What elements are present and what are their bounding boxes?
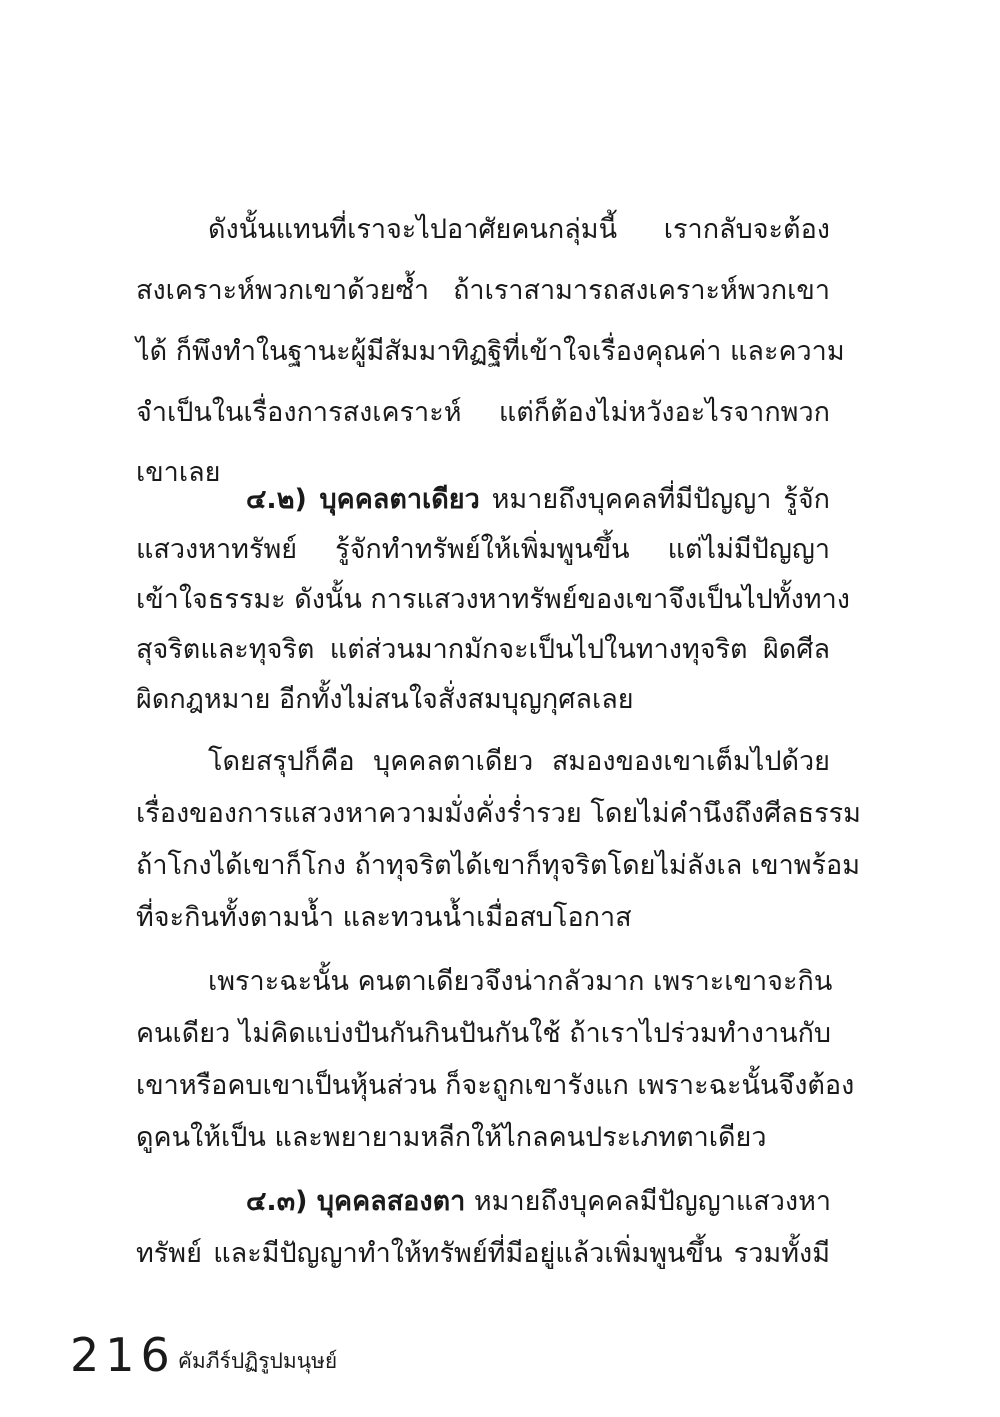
p4-line-4: ดูคนให้เป็น และพยายามหลีกให้ไกลคนประเภทตาเดียว: [136, 1122, 767, 1153]
page-number: 216: [70, 1328, 176, 1382]
book-title: คัมภีร์ปฏิรูปมนุษย์: [177, 1349, 338, 1373]
p4-line-2: คนเดียว ไม่คิดแบ่งปันกันกินปันกันใช้ ถ้าเราไปร่วมทำงานกับ: [136, 1018, 832, 1049]
p1-line-3: ได้ ก็พึงทำในฐานะผู้มีสัมมาทิฏฐิที่เข้าใจเรื่องคุณค่า และความ: [136, 336, 845, 367]
p2-line-1-text: หมายถึงบุคคลที่มีปัญญา รู้จัก: [479, 484, 830, 515]
p2-line-5: ผิดกฎหมาย อีกทั้งไม่สนใจสั่งสมบุญกุศลเลย: [136, 684, 634, 715]
p5-line-1: [136, 1172, 830, 1232]
section-heading-4-2: ๔.๒) บุคคลตาเดียว: [246, 484, 480, 515]
p1-line-1: ดังนั้นแทนที่เราจะไปอาศัยคนกลุ่มนี้ เรากลับจะต้อง: [208, 214, 830, 245]
p3-line-2: เรื่องของการแสวงหาความมั่งคั่งร่ำรวย โดยไม่คำนึงถึงศีลธรรม: [136, 798, 861, 829]
p1-line-2: สงเคราะห์พวกเขาด้วยซ้ำ ถ้าเราสามารถสงเคราะห์พวกเขา: [136, 275, 830, 306]
p5-line-2: ทรัพย์ และมีปัญญาทำให้ทรัพย์ที่มีอยู่แล้วเพิ่มพูนขึ้น รวมทั้งมี: [136, 1238, 830, 1269]
p3-line-4: ที่จะกินทั้งตามน้ำ และทวนน้ำเมื่อสบโอกาส: [136, 902, 632, 933]
p1-line-5: เขาเลย: [136, 457, 221, 488]
p4-line-1: เพราะฉะนั้น คนตาเดียวจึงน่ากลัวมาก เพราะเขาจะกิน: [208, 966, 833, 997]
p2-line-3: เข้าใจธรรมะ ดังนั้น การแสวงหาทรัพย์ของเขาจึงเป็นไปทั้งทาง: [136, 584, 850, 615]
p1-line-4: จำเป็นในเรื่องการสงเคราะห์ แต่ก็ต้องไม่หวังอะไรจากพวก: [136, 397, 830, 428]
page-footer: [70, 1318, 338, 1382]
p3-line-3: ถ้าโกงได้เขาก็โกง ถ้าทุจริตได้เขาก็ทุจริตโดยไม่ลังเล เขาพร้อม: [136, 850, 861, 881]
p3-line-1: โดยสรุปก็คือ บุคคลตาเดียว สมองของเขาเต็มไปด้วย: [208, 746, 830, 777]
p2-line-2: แสวงหาทรัพย์ รู้จักทำทรัพย์ให้เพิ่มพูนขึ้น แต่ไม่มีปัญญา: [136, 534, 830, 565]
p2-line-4: สุจริตและทุจริต แต่ส่วนมากมักจะเป็นไปในทางทุจริต ผิดศีล: [136, 634, 830, 665]
section-heading-4-3: ๔.๓) บุคคลสองตา: [246, 1186, 466, 1217]
p5-line-1-text: หมายถึงบุคคลมีปัญญาแสวงหา: [465, 1186, 832, 1217]
p4-line-3: เขาหรือคบเขาเป็นหุ้นส่วน ก็จะถูกเขารังแก เพราะฉะนั้นจึงต้อง: [136, 1070, 855, 1101]
